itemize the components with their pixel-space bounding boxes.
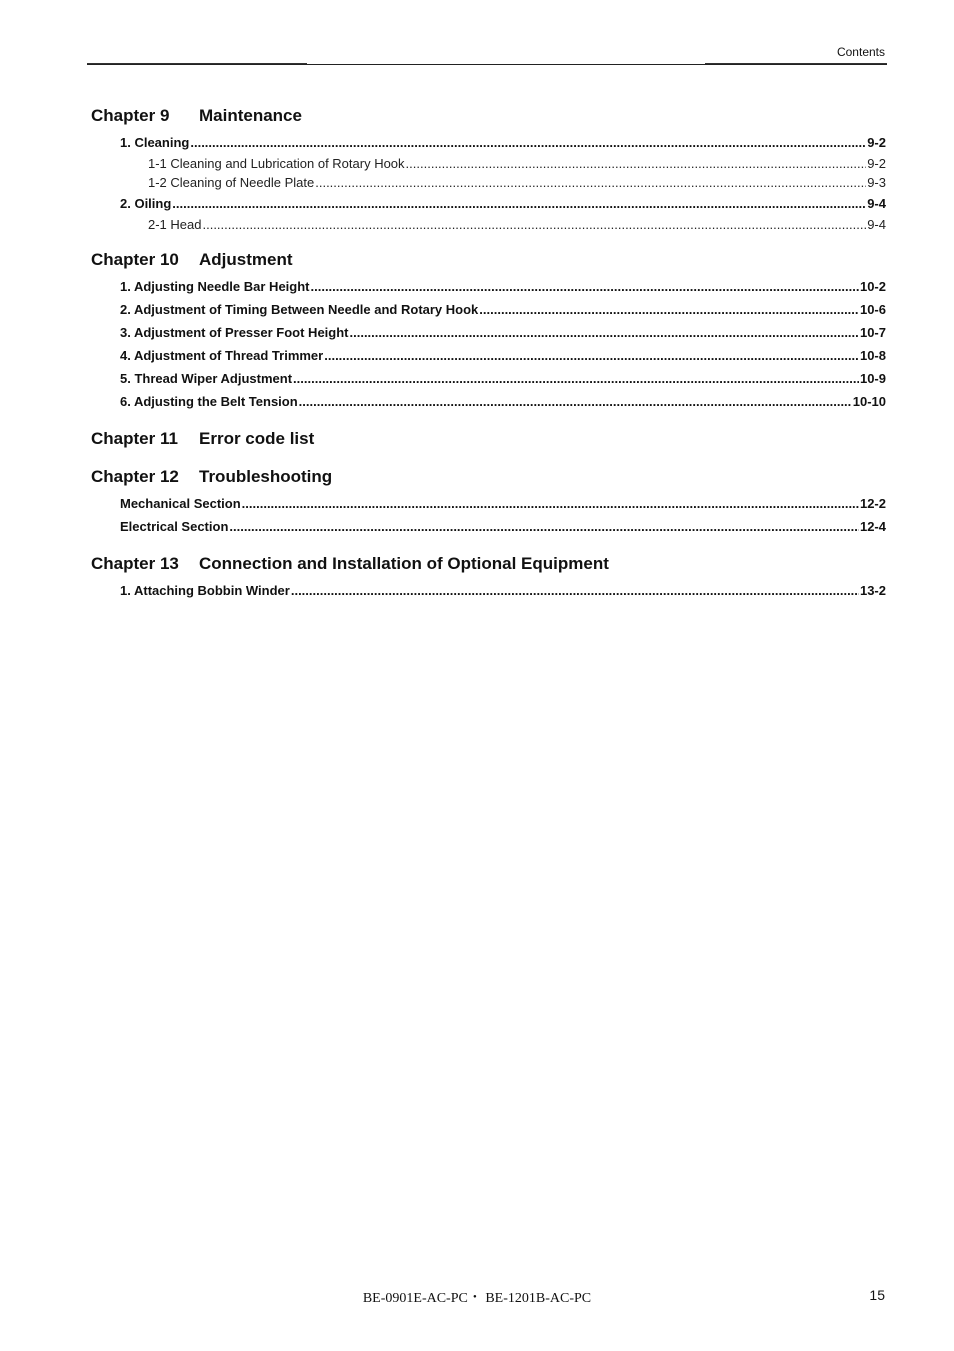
footer-document-code: BE-0901E-AC-PC・ BE-1201B-AC-PC bbox=[362, 1291, 592, 1306]
dot-leader bbox=[291, 579, 859, 602]
chapter-number: Chapter 10 bbox=[91, 250, 179, 269]
toc-entry[interactable] bbox=[91, 515, 886, 538]
dot-leader bbox=[293, 367, 859, 390]
toc-entry-list bbox=[91, 492, 886, 538]
chapter-section bbox=[91, 248, 886, 413]
footer-page-number: 15 bbox=[869, 1287, 885, 1303]
chapter-heading bbox=[91, 427, 886, 451]
toc-entry-label: Mechanical Section bbox=[120, 496, 241, 511]
toc-entry[interactable] bbox=[91, 275, 886, 298]
toc-entry-page: 12-2 bbox=[859, 496, 886, 511]
toc-entry-page: 12-4 bbox=[859, 519, 886, 534]
toc-entry-label: 2-1 Head bbox=[148, 217, 202, 232]
toc-entry[interactable] bbox=[91, 579, 886, 602]
chapter-heading bbox=[91, 104, 886, 128]
dot-leader bbox=[172, 192, 866, 215]
chapter-section bbox=[91, 104, 886, 234]
dot-leader bbox=[315, 173, 866, 192]
toc-entry-page: 9-4 bbox=[867, 217, 886, 232]
toc-entry-page: 9-2 bbox=[867, 156, 886, 171]
chapter-title: Error code list bbox=[199, 429, 315, 448]
toc-entry[interactable] bbox=[91, 173, 886, 192]
toc-entry[interactable] bbox=[91, 492, 886, 515]
chapter-number: Chapter 13 bbox=[91, 554, 179, 573]
dot-leader bbox=[406, 154, 867, 173]
toc-entry-list bbox=[91, 131, 886, 234]
toc-entry[interactable] bbox=[91, 215, 886, 234]
toc-entry-label: 1. Cleaning bbox=[120, 135, 190, 150]
toc-entry-label: 3. Adjustment of Presser Foot Height bbox=[120, 325, 349, 340]
toc-entry-label: 6. Adjusting the Belt Tension bbox=[120, 394, 298, 409]
chapter-number: Chapter 12 bbox=[91, 467, 179, 486]
chapter-section bbox=[91, 427, 886, 451]
header-rule bbox=[87, 64, 887, 65]
chapter-title: Maintenance bbox=[199, 106, 302, 125]
toc-entry[interactable] bbox=[91, 131, 886, 154]
header-rule-accent-left bbox=[87, 63, 307, 64]
toc-entry-label: 1. Adjusting Needle Bar Height bbox=[120, 279, 310, 294]
toc-entry[interactable] bbox=[91, 192, 886, 215]
chapter-number: Chapter 9 bbox=[91, 106, 170, 125]
toc-entry-label: 1-1 Cleaning and Lubrication of Rotary Hook bbox=[148, 156, 405, 171]
dot-leader bbox=[299, 390, 852, 413]
toc-entry-page: 10-7 bbox=[859, 325, 886, 340]
table-of-contents bbox=[91, 104, 886, 616]
toc-entry-label: 5. Thread Wiper Adjustment bbox=[120, 371, 293, 386]
toc-entry-page: 9-4 bbox=[867, 196, 886, 211]
chapter-title: Connection and Installation of Optional Equipment bbox=[199, 554, 609, 573]
dot-leader bbox=[190, 131, 866, 154]
toc-entry[interactable] bbox=[91, 390, 886, 413]
toc-entry[interactable] bbox=[91, 367, 886, 390]
chapter-section bbox=[91, 465, 886, 538]
toc-entry-list bbox=[91, 579, 886, 602]
toc-entry-page: 10-10 bbox=[852, 394, 886, 409]
toc-entry-label: Electrical Section bbox=[120, 519, 229, 534]
dot-leader bbox=[324, 344, 859, 367]
dot-leader bbox=[229, 515, 859, 538]
running-header-label: Contents bbox=[836, 45, 885, 59]
toc-entry-page: 10-8 bbox=[859, 348, 886, 363]
toc-entry-label: 2. Adjustment of Timing Between Needle and Rotary Hook bbox=[120, 302, 479, 317]
chapter-section bbox=[91, 552, 886, 602]
toc-entry[interactable] bbox=[91, 298, 886, 321]
toc-entry-page: 10-6 bbox=[859, 302, 886, 317]
toc-entry-page: 10-9 bbox=[859, 371, 886, 386]
toc-entry-label: 1. Attaching Bobbin Winder bbox=[120, 583, 290, 598]
chapter-title: Troubleshooting bbox=[199, 467, 333, 486]
toc-entry-label: 4. Adjustment of Thread Trimmer bbox=[120, 348, 324, 363]
dot-leader bbox=[479, 298, 859, 321]
chapter-number: Chapter 11 bbox=[91, 429, 178, 448]
toc-entry-page: 9-2 bbox=[867, 135, 886, 150]
toc-entry[interactable] bbox=[91, 321, 886, 344]
toc-entry-label: 1-2 Cleaning of Needle Plate bbox=[148, 175, 315, 190]
header-rule-accent-right bbox=[705, 63, 887, 64]
chapter-heading bbox=[91, 465, 886, 489]
chapter-heading bbox=[91, 248, 886, 272]
dot-leader bbox=[350, 321, 859, 344]
chapter-title: Adjustment bbox=[199, 250, 293, 269]
dot-leader bbox=[242, 492, 859, 515]
toc-entry-list bbox=[91, 275, 886, 413]
chapter-heading bbox=[91, 552, 886, 576]
toc-entry-label: 2. Oiling bbox=[120, 196, 172, 211]
toc-entry-page: 13-2 bbox=[859, 583, 886, 598]
toc-entry-page: 10-2 bbox=[859, 279, 886, 294]
dot-leader bbox=[202, 215, 866, 234]
toc-entry[interactable] bbox=[91, 154, 886, 173]
dot-leader bbox=[311, 275, 859, 298]
toc-entry-page: 9-3 bbox=[867, 175, 886, 190]
toc-entry[interactable] bbox=[91, 344, 886, 367]
